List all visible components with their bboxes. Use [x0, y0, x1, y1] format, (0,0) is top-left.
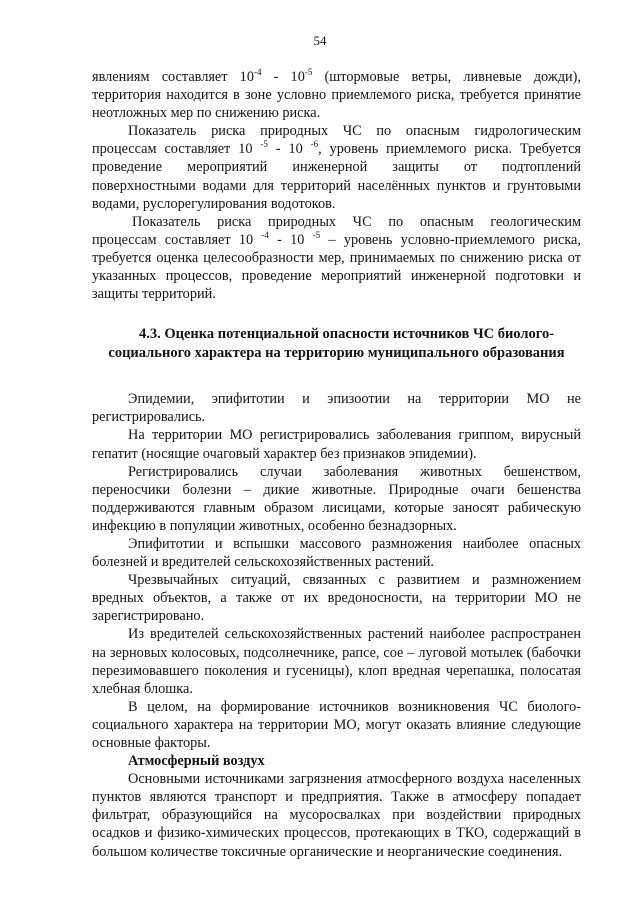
paragraph: Основными источниками загрязнения атмосферного воздуха населенных пунктов являются транспорт и предприятия. Также в атмосферу попадает фильтрат, образующийся на мусоросвалках при воздействии природных осадков и физико-химических процессов, протекающих в ТКО, содержащий в большом количестве токсичные органические и неорганические соединения.: [92, 771, 581, 860]
paragraph: Чрезвычайных ситуаций, связанных с развитием и размножением вредных объектов, а также от их вредоносности, на территории МО не зарегистрировано.: [92, 572, 581, 625]
paragraph: Из вредителей сельскохозяйственных растений наиболее распространен на зерновых колосовых, подсолнечнике, рапсе, сое – луговой мотылек (бабочки перезимовавшего поколения и гусеницы), клоп вредная черепашка, полосатая хлебная блошка.: [92, 626, 581, 697]
section-heading: [92, 325, 581, 362]
section-heading-line: социального характера на территорию муниципального образования: [108, 344, 565, 361]
section-heading-line: 4.3. Оценка потенциальной опасности источников ЧС биолого-: [138, 326, 555, 343]
document-body: [92, 68, 581, 861]
page-number: 54: [313, 33, 327, 48]
paragraph-line: процессам составляет 10 $^{-5}$ - 10 $^{-6}$, уровень приемлемого риска. Требуется: [92, 139, 581, 158]
paragraph-line: процессам составляет 10 $^{-4}$ - 10 $^{-5}$ – уровень условно-приемлемого риска,: [92, 229, 581, 248]
paragraph: В целом, на формирование источников возникновения ЧС биолого-социального характера на территории МО, могут оказать влияние следующие основные факторы.: [92, 698, 581, 751]
paragraph: требуется оценка целесообразности мер, принимаемых по снижению риска от указанных процессов, проведение мероприятий инженерной подготовки и защиты территорий.: [92, 249, 581, 303]
paragraph-line: Показатель риска природных ЧС по опасным гидрологическим: [128, 123, 581, 140]
paragraph-line: явлениям составляет $10^{-4} - 10^{-5}$ (штормовые ветры, ливневые дожди),: [92, 67, 581, 85]
subheading: Атмосферный воздух: [128, 753, 265, 770]
paragraph: проведение мероприятий инженерной защиты от подтоплений поверхностными водами для территорий населённых пунктов и грунтовыми водами, руслорегулирования водотоков.: [92, 159, 581, 212]
paragraph: территория находится в зоне условно приемлемого риска, требуется принятие неотложных мер по снижению риска.: [92, 87, 581, 122]
paragraph-line: Показатель риска природных ЧС по опасным геологическим: [132, 213, 581, 230]
paragraph: Регистрировались случаи заболевания животных бешенством, переносчики болезни – дикие животные. Природные очаги бешенства поддерживаются главным образом лисицами, которые заносят рабическую инфекцию в популяции животных, особенно безнадзорных.: [92, 463, 581, 534]
paragraph: Эпидемии, эпифитотии и эпизоотии на территории МО не регистрировались.: [92, 391, 581, 426]
paragraph: На территории МО регистрировались заболевания гриппом, вирусный гепатит (носящие очаговый характер без признаков эпидемии).: [92, 427, 581, 462]
paragraph: Эпифитотии и вспышки массового размножения наиболее опасных болезней и вредителей сельскохозяйственных растений.: [92, 535, 581, 571]
